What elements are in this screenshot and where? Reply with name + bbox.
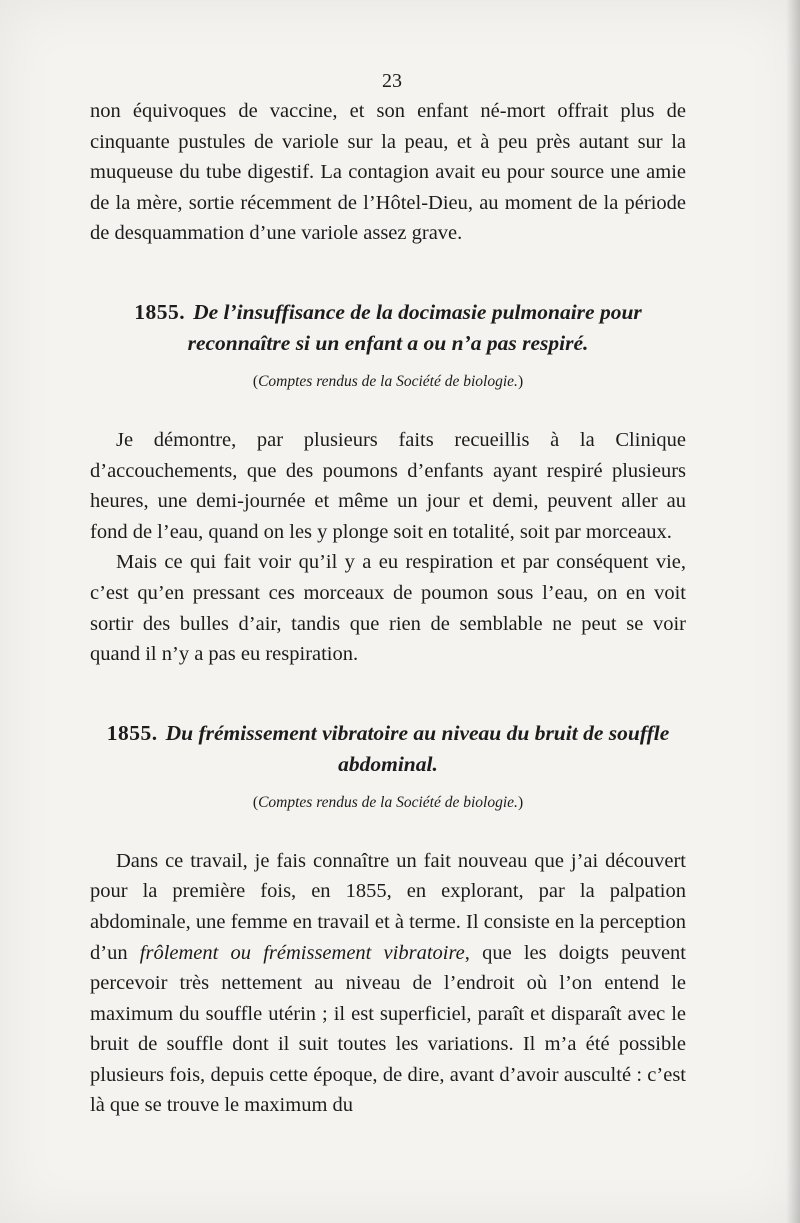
italic-term: frôlement ou frémissement vibratoire — [139, 941, 465, 964]
source-text: Comptes rendus de la Société de biologie. — [258, 372, 518, 390]
section-heading-fremissement — [90, 718, 686, 780]
source-text: Comptes rendus de la Société de biologie. — [258, 793, 518, 811]
paragraph-text: , que les doigts peuvent percevoir très nettement au niveau de l’endroit où l’on entend le maximum du souffle utérin ; il est superficiel, paraît et disparaît avec le bruit de souffle dont il suit toutes les variations. Il m’a été possible plusieurs fois, depuis cette époque, de dire, avant d’avoir ausculté : c’est là que se trouve le maximum du — [90, 941, 687, 1117]
section-year: 1855. — [106, 720, 158, 745]
body-paragraph: Mais ce qui fait voir qu’il y a eu respiration et par conséquent vie, c’est qu’en pressant ces morceaux de poumon sous l’eau, on en voit sortir des bulles d’air, tandis que rien de semblable ne peut se voir quand il n’y a pas eu respiration. — [90, 551, 686, 666]
section-heading-docimasie — [90, 297, 686, 359]
section-year: 1855. — [134, 299, 186, 324]
body-paragraph — [90, 846, 686, 1121]
source-close-paren: ) — [517, 793, 524, 811]
source-open-paren: ( — [252, 372, 259, 390]
page-content — [90, 66, 686, 1121]
page-edge-shadow — [786, 0, 800, 1223]
page-number: 23 — [382, 70, 402, 92]
section-title: De l’insuffisance de la docimasie pulmonaire pour reconnaître si un enfant a ou n’a pas respiré. — [187, 299, 642, 355]
intro-paragraph: non équivoques de vaccine, et son enfant né-mort offrait plus de cinquante pustules de variole sur la peau, et à peu près autant sur la muqueuse du tube digestif. La contagion avait eu pour source une amie de la mère, sortie récemment de l’Hôtel-Dieu, au moment de la période de desquammation d’une variole assez grave. — [90, 100, 686, 245]
source-close-paren: ) — [517, 372, 524, 390]
source-open-paren: ( — [252, 793, 259, 811]
section-title: Du frémissement vibratoire au niveau du bruit de souffle abdominal. — [165, 720, 670, 776]
body-paragraph: Je démontre, par plusieurs faits recueillis à la Clinique d’accouchements, que des poumons d’enfants ayant respiré plusieurs heures, une demi-journée et même un jour et demi, peuvent aller au fond de l’eau, quand on les y plonge soit en totalité, soit par morceaux. — [90, 428, 686, 543]
paragraph-text: Dans ce travail, je fais connaître un fait nouveau que j’ai découvert pour la première fois, en 1855, en explorant, par la palpation abdominale, une femme en travail et à terme. Il consiste en la perception d’un — [90, 849, 686, 964]
section-source — [90, 792, 686, 814]
section-source — [90, 371, 686, 393]
